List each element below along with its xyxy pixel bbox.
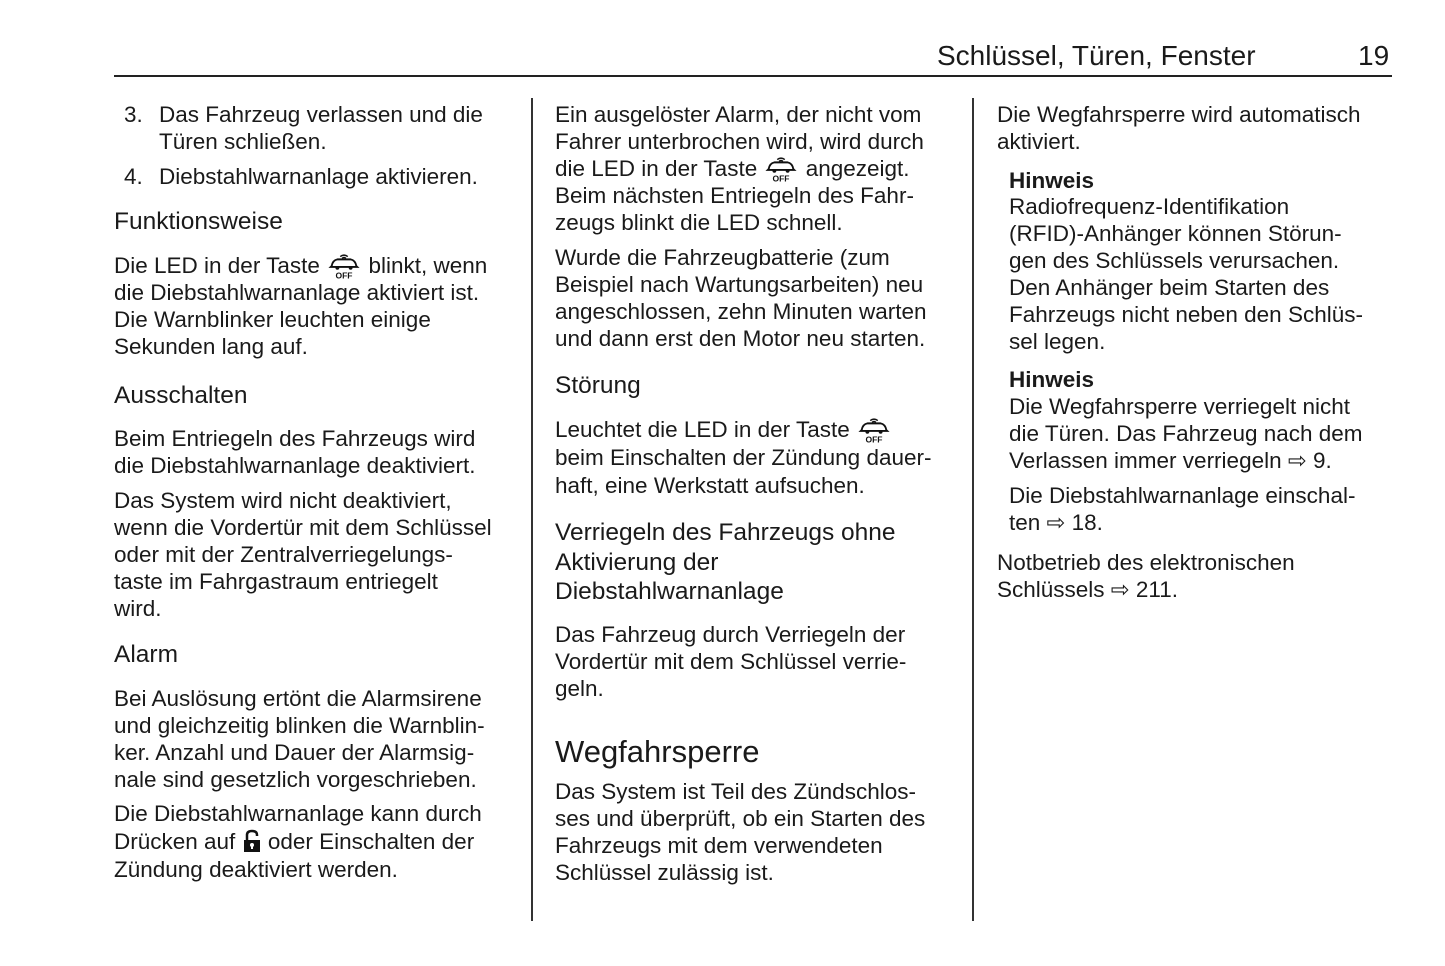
heading-stoerung: Störung xyxy=(555,372,641,399)
paragraph: Das Fahrzeug durch Verriegeln der Vordertür mit dem Schlüssel verrie- geln. xyxy=(555,622,907,701)
note-text: Die Wegfahrsperre verriegelt nicht die Türen. Das Fahrzeug nach dem Verlassen immer verriegeln ⇨ 9. xyxy=(1009,394,1363,473)
note-title: Hinweis xyxy=(1009,168,1095,193)
paragraph: Bei Auslösung ertönt die Alarmsirene und gleichzeitig blinken die Warnblin- ker. Anzahl und Dauer der Alarmsig- nale sind gesetzlich vorgeschrieben. xyxy=(114,686,485,792)
text: Leuchtet die LED in der Taste xyxy=(555,417,857,442)
paragraph: Das System wird nicht deaktiviert, wenn die Vordertür mit dem Schlüssel oder mit der Zentralverriegelungs- taste im Fahrgastraum entriegelt wird. xyxy=(114,488,492,621)
text: beim Einschalten der Zündung dauer- haft, eine Werkstatt aufsuchen. xyxy=(555,445,932,498)
note-text: Die Diebstahlwarnanlage einschal- ten ⇨ 18. xyxy=(1009,483,1356,535)
svg-text:OFF: OFF xyxy=(772,173,790,183)
text: Ein ausgelöster Alarm, der nicht vom Fahrer unterbrochen wird, wird durch die LED in der Taste xyxy=(555,102,924,181)
heading-wegfahrsperre: Wegfahrsperre xyxy=(555,734,760,769)
paragraph: Die Wegfahrsperre wird automatisch aktiviert. xyxy=(997,102,1361,154)
paragraph: Notbetrieb des elektronischen Schlüssels ⇨ 211. xyxy=(997,550,1295,602)
text: Die Diebstahlwarnanlage kann durch Drücken auf xyxy=(114,801,482,854)
list-item xyxy=(114,163,478,190)
paragraph xyxy=(555,101,924,236)
heading-funktionsweise: Funktionsweise xyxy=(114,208,283,235)
note-title: Hinweis xyxy=(1009,367,1095,392)
paragraph: Wurde die Fahrzeugbatterie (zum Beispiel nach Wartungsarbeiten) neu angeschlossen, zehn Minuten warten und dann erst den Motor neu starten. xyxy=(555,245,927,351)
column-divider xyxy=(531,98,533,921)
svg-text:OFF: OFF xyxy=(335,270,353,280)
list-number: 3. xyxy=(124,102,143,127)
note-text: Radiofrequenz-Identifikation (RFID)-Anhänger können Störun- gen des Schlüssels verursachen. Den Anhänger beim Starten des Fahrzeugs nicht neben den Schlüs- sel legen. xyxy=(1009,194,1363,354)
paragraph xyxy=(114,252,487,360)
text: blinkt, wenn xyxy=(362,253,488,278)
paragraph xyxy=(114,800,482,884)
section-title: Schlüssel, Türen, Fenster xyxy=(937,40,1256,71)
header-rule xyxy=(114,75,1392,77)
paragraph: Beim Entriegeln des Fahrzeugs wird die Diebstahlwarnanlage deaktiviert. xyxy=(114,426,476,478)
paragraph xyxy=(555,416,931,500)
list-text: Diebstahlwarnanlage aktivieren. xyxy=(159,164,478,189)
text: angezeigt. Beim nächsten Entriegeln des Fahr- zeugs blinkt die LED schnell. xyxy=(555,156,914,235)
text: oder Einschalten der Zündung deaktiviert werden. xyxy=(114,829,475,882)
alarm-off-icon xyxy=(763,161,799,183)
text: Die LED in der Taste xyxy=(114,253,327,278)
text: die Diebstahlwarnanlage aktiviert ist. Die Warnblinker leuchten einige Sekunden lang auf. xyxy=(114,280,480,359)
list-number: 4. xyxy=(124,164,143,189)
alarm-off-icon xyxy=(856,422,892,444)
paragraph: Das System ist Teil des Zündschlos- ses und überprüft, ob ein Starten des Fahrzeugs mit dem verwendeten Schlüssel zulässig ist. xyxy=(555,779,926,885)
svg-text:OFF: OFF xyxy=(865,434,883,444)
heading-verriegeln: Verriegeln des Fahrzeugs ohne Aktivierung der Diebstahlwarnanlage xyxy=(555,519,896,605)
heading-alarm: Alarm xyxy=(114,641,178,668)
list-item xyxy=(114,101,483,155)
column-divider xyxy=(972,98,974,921)
unlock-icon xyxy=(242,834,262,852)
alarm-off-icon xyxy=(326,258,362,280)
page-number: 19 xyxy=(1358,40,1390,71)
heading-ausschalten: Ausschalten xyxy=(114,382,248,409)
list-text: Das Fahrzeug verlassen und die Türen schließen. xyxy=(159,102,483,154)
